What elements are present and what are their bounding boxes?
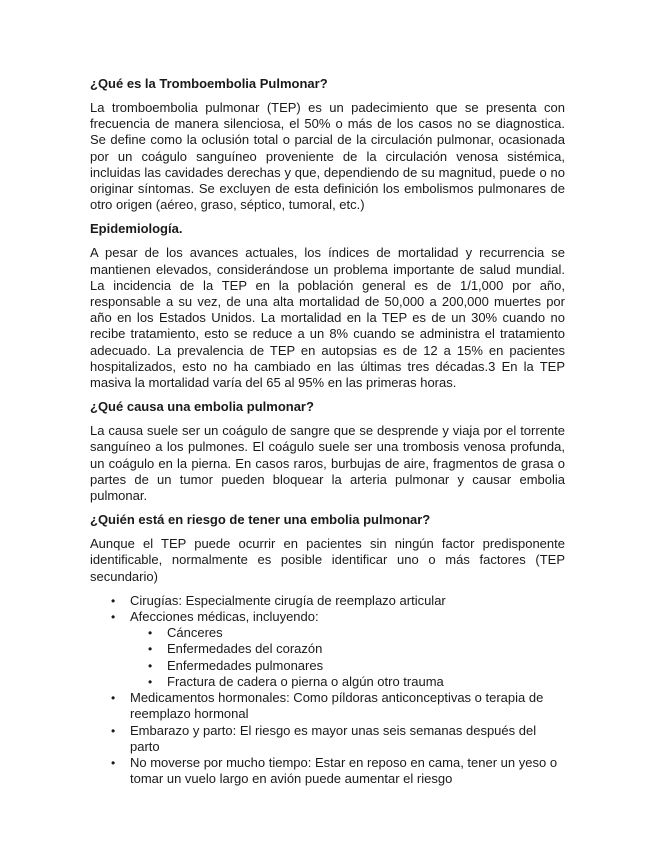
paragraph-epidemiology: A pesar de los avances actuales, los índices de mortalidad y recurrencia se mantienen elevados, considerándose un problema importante de salud mundial. La incidencia de la TEP en la población general es de 1/1,000 por año, responsable a su vez, de una alta mortalidad de 50,000 a 200,000 muertes por año en los Estados Unidos. La mortalidad en la TEP es de un 30% cuando no recibe tratamiento, esto se reduce a un 8% cuando se administra el tratamiento adecuado. La prevalencia de TEP en autopsias es de 12 a 15% en pacientes hospitalizados, esto no ha cambiado en las últimas tres décadas.3 En la TEP masiva la mortalidad varía del 65 al 95% en las primeras horas. xyxy=(90,245,565,391)
list-item-text: Enfermedades pulmonares xyxy=(167,657,324,673)
list-item xyxy=(130,674,565,690)
bullet-icon: • xyxy=(111,593,116,608)
heading-epidemiology: Epidemiología. xyxy=(90,221,183,237)
list-item-text: Cánceres xyxy=(167,625,223,641)
bullet-icon: • xyxy=(148,674,153,689)
list-item-text: Enfermedades del corazón xyxy=(167,641,323,657)
paragraph-risk: Aunque el TEP puede ocurrir en pacientes sin ningún factor predisponente identificable, normalmente es posible identificar uno o más factores (TEP secundario) xyxy=(90,536,565,584)
medical-conditions-list xyxy=(130,625,565,690)
bullet-icon: • xyxy=(111,723,116,738)
list-item xyxy=(90,755,565,787)
list-item-text: Afecciones médicas, incluyendo: xyxy=(130,609,319,625)
list-item xyxy=(130,658,565,674)
heading-risk: ¿Quién está en riesgo de tener una embolia pulmonar? xyxy=(90,512,431,528)
list-item-text: Cirugías: Especialmente cirugía de reemplazo articular xyxy=(130,592,446,608)
list-item xyxy=(90,690,565,722)
list-item-text: Fractura de cadera o pierna o algún otro trauma xyxy=(167,673,444,689)
list-item-text: Embarazo y parto: El riesgo es mayor unas seis semanas después del parto xyxy=(130,722,537,754)
list-item xyxy=(130,625,565,641)
bullet-icon: • xyxy=(148,658,153,673)
list-item xyxy=(90,723,565,755)
heading-what-is-tep: ¿Qué es la Tromboembolia Pulmonar? xyxy=(90,76,328,91)
paragraph-definition: La tromboembolia pulmonar (TEP) es un padecimiento que se presenta con frecuencia de manera silenciosa, el 50% o más de los casos no se diagnostica. Se define como la oclusión total o parcial de la circulación pulmonar, ocasionada por un coágulo sanguíneo proveniente de la circulación venosa sistémica, incluidas las cavidades derechas y que, dependiendo de su magnitud, puede o no originar síntomas. Se excluyen de esta definición los embolismos pulmonares de otro origen (aéreo, graso, séptico, tumoral, etc.) xyxy=(90,100,565,213)
list-item-text: No moverse por mucho tiempo: Estar en reposo en cama, tener un yeso o tomar un vuelo largo en avión puede aumentar el riesgo xyxy=(130,754,558,787)
list-item xyxy=(130,641,565,657)
list-item xyxy=(90,609,565,690)
bullet-icon: • xyxy=(111,610,116,625)
bullet-icon: • xyxy=(111,691,116,706)
paragraph-causes: La causa suele ser un coágulo de sangre que se desprende y viaja por el torrente sanguíneo a los pulmones. El coágulo suele ser una trombosis venosa profunda, un coágulo en la pierna. En casos raros, burbujas de aire, fragmentos de grasa o partes de un tumor pueden bloquear la arteria pulmonar y causar embolia pulmonar. xyxy=(90,423,565,504)
bullet-icon: • xyxy=(111,755,116,770)
bullet-icon: • xyxy=(148,642,153,657)
list-item-text: Medicamentos hormonales: Como píldoras anticonceptivas o terapia de reemplazo hormonal xyxy=(130,690,544,722)
heading-causes: ¿Qué causa una embolia pulmonar? xyxy=(90,399,314,415)
bullet-icon: • xyxy=(148,626,153,641)
list-item xyxy=(90,593,565,609)
risk-factor-list xyxy=(90,593,565,787)
